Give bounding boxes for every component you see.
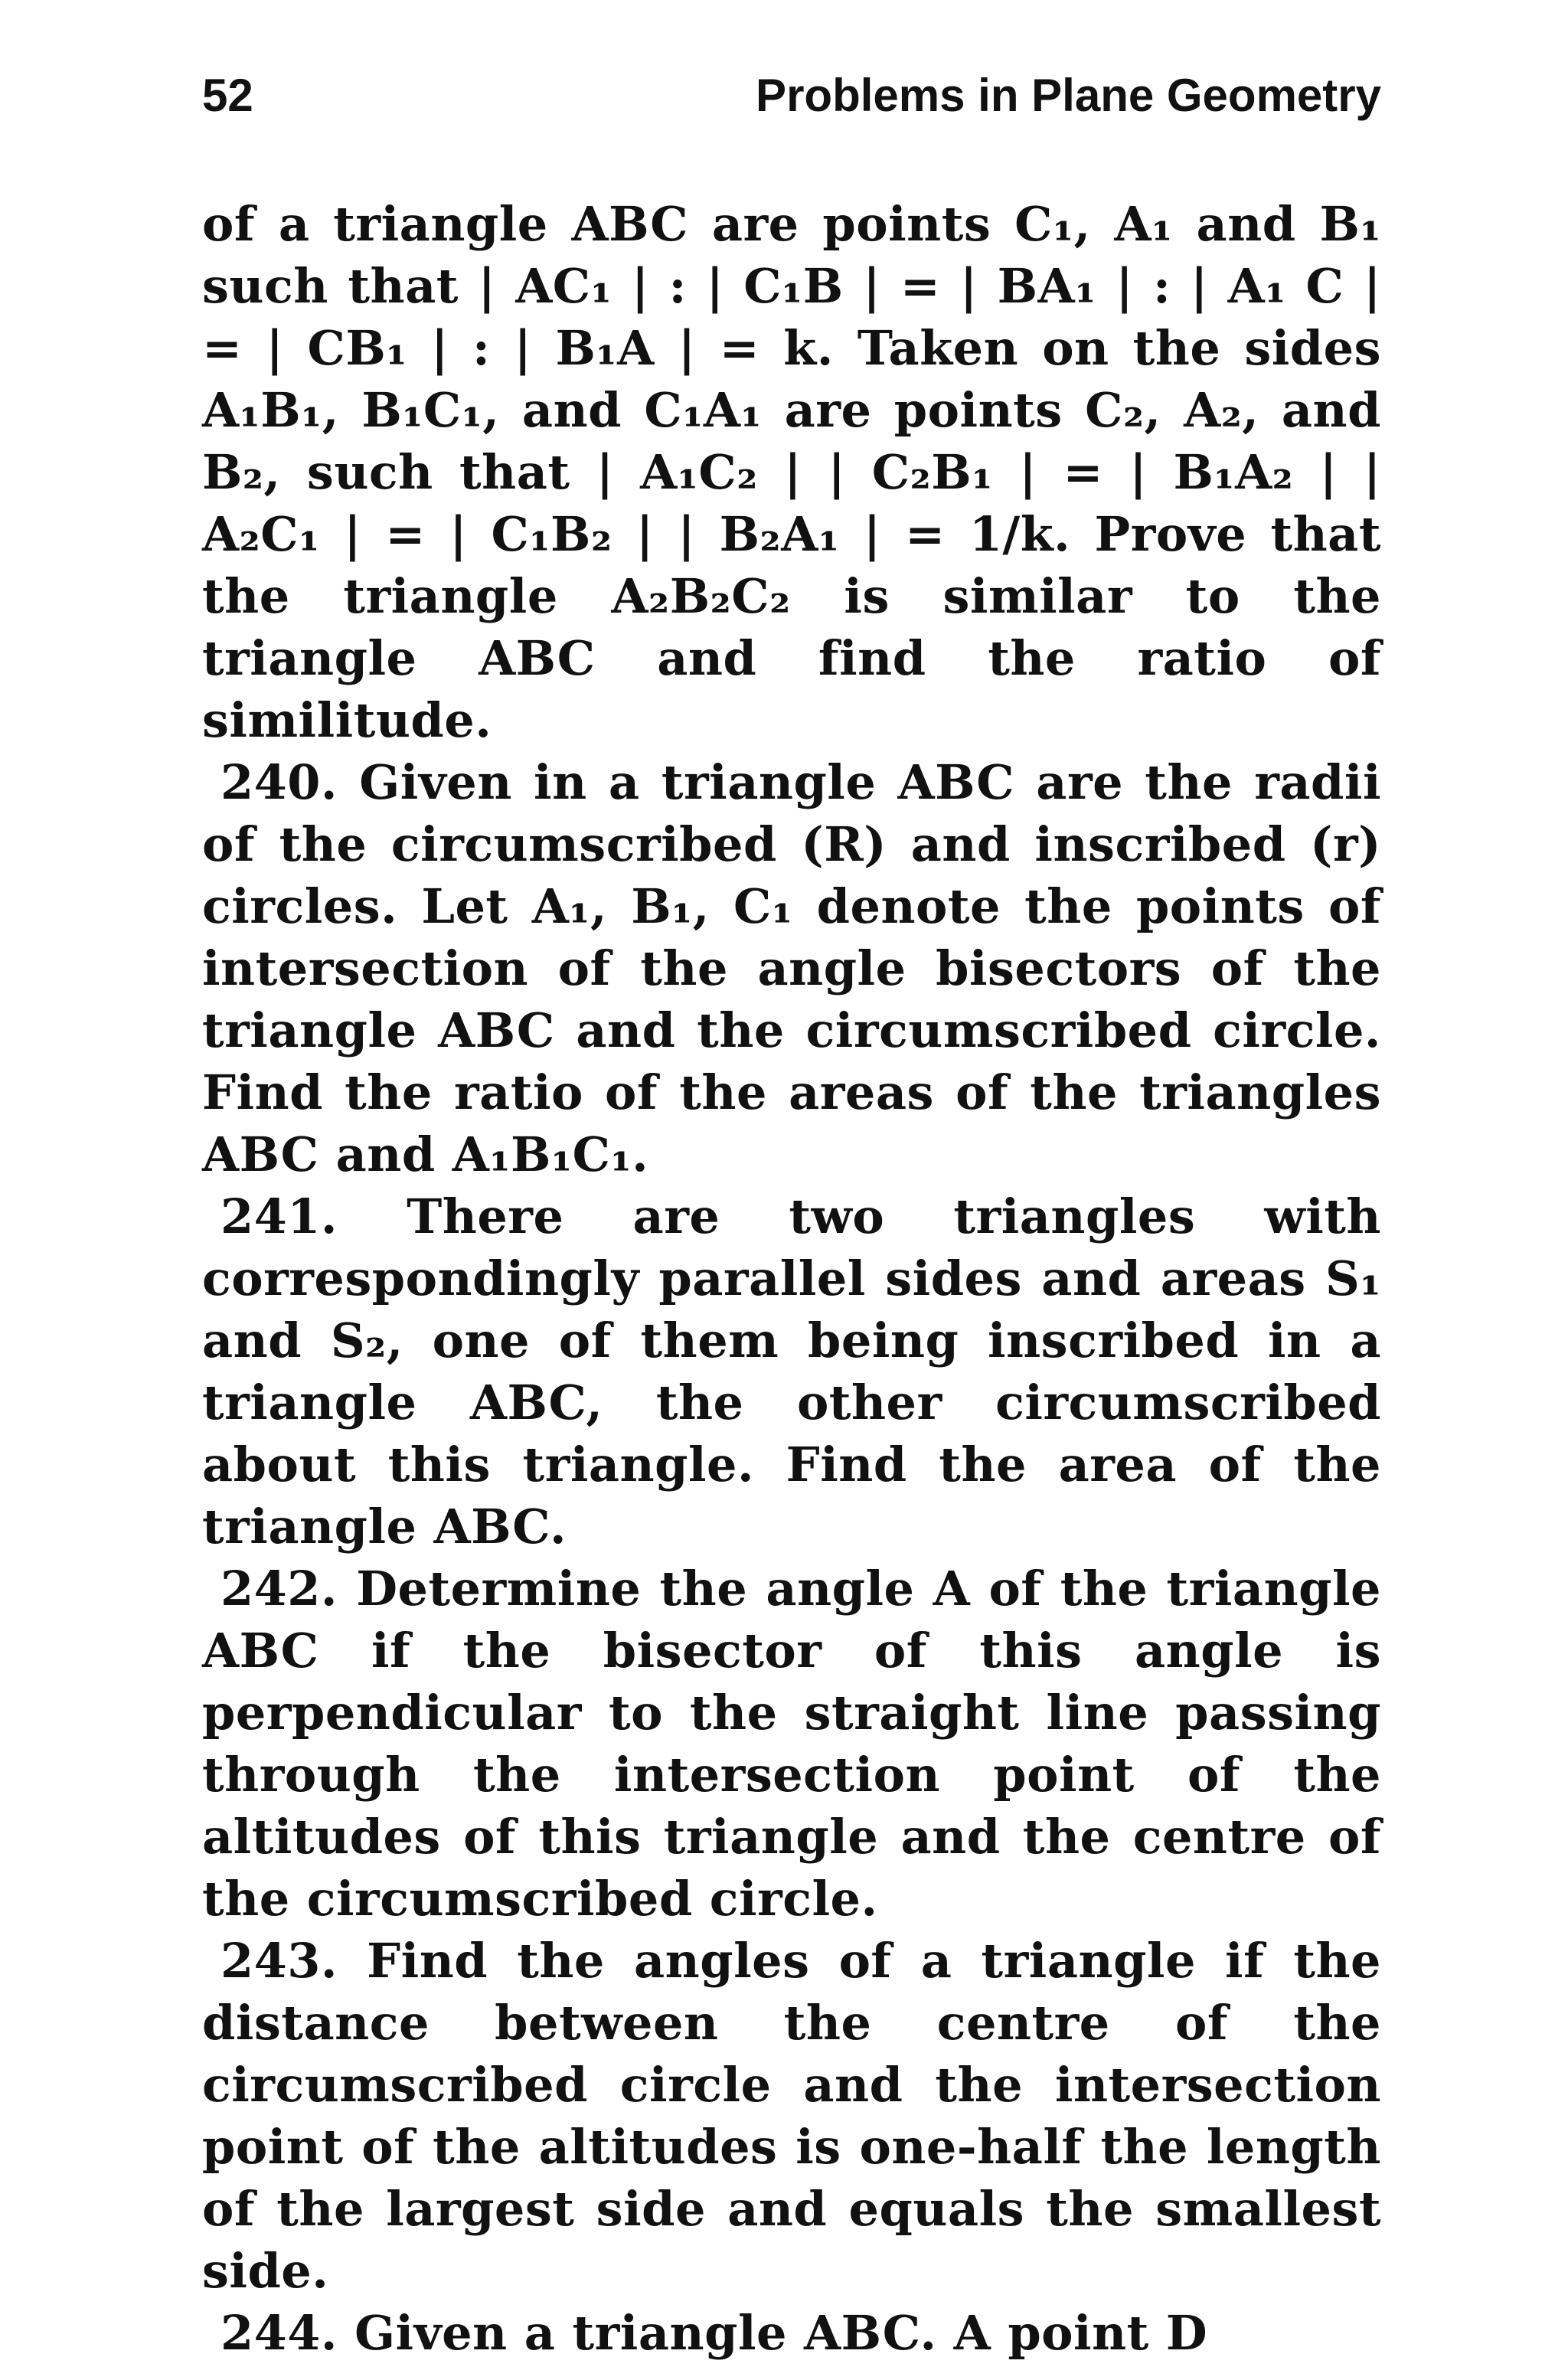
book-page bbox=[202, 69, 1381, 2364]
problem-text: Find the angles of a triangle if the distance between the centre of the circumscribed circle and the intersection point of the altitudes is one-half the length of the largest side and equals the smallest side. bbox=[202, 1933, 1381, 2299]
problem-text: There are two triangles with correspondingly parallel sides and areas S₁ and S₂, one of them being inscribed in a triangle ABC, the other circumscribed about this triangle. Find the area of the triangle ABC. bbox=[202, 1188, 1382, 1555]
page-header bbox=[202, 69, 1381, 153]
problem-text: Determine the angle A of the triangle ABC if the bisector of this angle is perpendicular to the straight line passing through the intersection point of the altitudes of this triangle and the centre of the circumscribed circle. bbox=[202, 1561, 1381, 1927]
problem-text: Given a triangle ABC. A point D bbox=[354, 2305, 1208, 2361]
problem-number: 242. bbox=[220, 1561, 338, 1617]
problem-text: Given in a triangle ABC are the radii of the circumscribed (R) and inscribed (r) circles. Let A₁, B₁, C₁ denote the points of intersection of the angle bisectors of the triangle ABC and the circumscribed circle. Find the ratio of the areas of the triangles ABC and A₁B₁C₁. bbox=[202, 754, 1381, 1182]
problem-text: of a triangle ABC are points C₁, A₁ and B₁ such that | AC₁ | : | C₁B | = | BA₁ | : | A₁ C | = | CB₁ | : | B₁A | = k. Taken on the sides A₁B₁, B₁C₁, and C₁A₁ are points C₂, A₂, and B₂, such that | A₁C₂ | | C₂B₁ | = | B₁A₂ | | A₂C₁ | = | C₁B₂ | | B₂A₁ | = 1/k. Prove that the triangle A₂B₂C₂ is similar to the triangle ABC and find the ratio of similitude. bbox=[202, 196, 1381, 748]
problem-number: 240. bbox=[220, 754, 338, 810]
problem-243 bbox=[202, 1930, 1381, 2302]
problem-number: 244. bbox=[220, 2305, 338, 2361]
problem-number: 241. bbox=[220, 1188, 338, 1244]
problem-244 bbox=[202, 2302, 1381, 2364]
problem-241 bbox=[202, 1185, 1381, 1558]
problem-number: 243. bbox=[220, 1933, 338, 1989]
running-title: Problems in Plane Geometry bbox=[756, 70, 1381, 121]
problem-242 bbox=[202, 1558, 1381, 1930]
problem-continuation bbox=[202, 193, 1381, 751]
problem-240 bbox=[202, 751, 1381, 1185]
problems-text bbox=[202, 193, 1381, 2364]
page-number: 52 bbox=[202, 70, 253, 121]
